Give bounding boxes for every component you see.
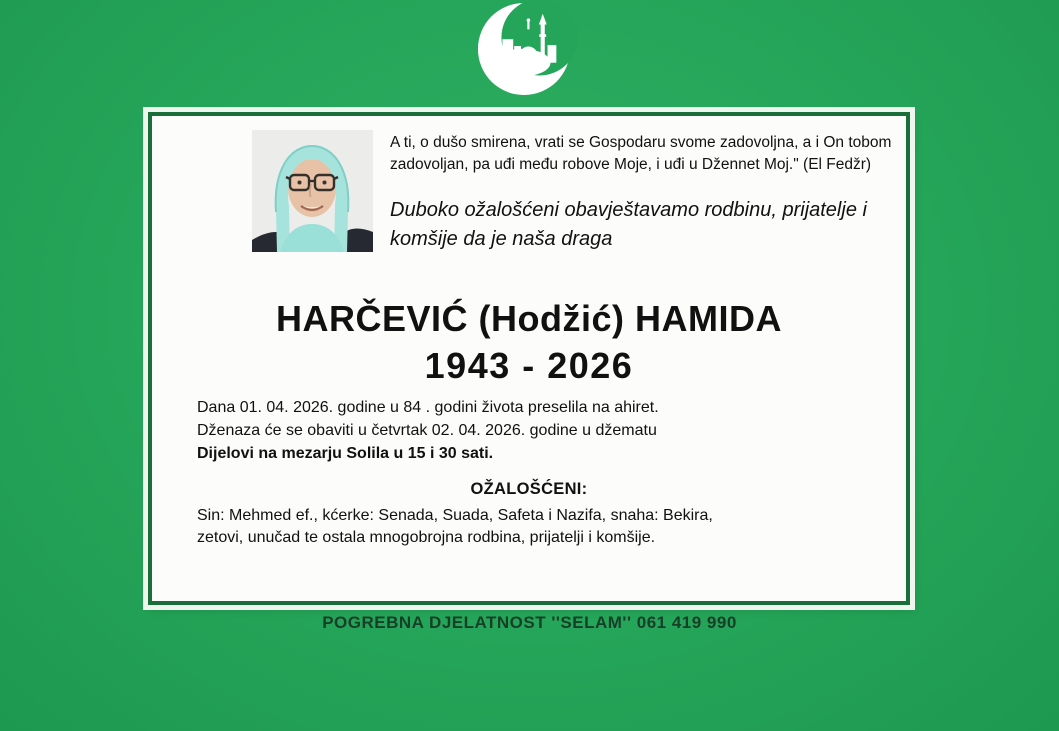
portrait-photo <box>252 130 373 252</box>
quran-quote <box>390 132 910 176</box>
mourners-list <box>197 505 713 549</box>
intro-line: komšije da je naša draga <box>390 228 613 250</box>
details-line: Dana 01. 04. 2026. godine u 84 . godini života preselila na ahiret. <box>197 399 659 416</box>
intro-line: Duboko ožalošćeni obavještavamo rodbinu, prijatelje i <box>390 199 867 221</box>
mourners-line: Sin: Mehmed ef., kćerke: Senada, Suada, Safeta i Nazifa, snaha: Bekira, <box>197 507 713 524</box>
mourners-line: zetovi, unučad te ostala mnogobrojna rodbina, prijatelji i komšije. <box>197 529 656 546</box>
funeral-service-footer: POGREBNA DJELATNOST ''SELAM'' 061 419 990 <box>322 613 737 632</box>
life-years: 1943 - 2026 <box>424 345 634 386</box>
details-bold-line: Dijelovi na mezarju Solila u 15 i 30 sati. <box>197 445 494 462</box>
deceased-name: HARČEVIĆ (Hodžić) HAMIDA <box>276 298 782 339</box>
announcement-intro <box>390 196 910 254</box>
mourners-heading: OŽALOŠĆENI: <box>470 480 588 498</box>
quote-line: zadovoljan, pa uđi među robove Moje, i uđi u Džennet Moj." (El Fedžr) <box>390 156 872 173</box>
quote-line: A ti, o dušo smirena, vrati se Gospodaru svome zadovoljna, a i On tobom <box>390 134 892 151</box>
name-block <box>152 296 906 390</box>
crescent-mosque-logo-icon <box>464 0 584 98</box>
details-line: Dženaza će se obaviti u četvrtak 02. 04. 2026. godine u džematu <box>197 422 657 439</box>
obituary-card <box>148 112 910 605</box>
funeral-details <box>197 396 659 465</box>
